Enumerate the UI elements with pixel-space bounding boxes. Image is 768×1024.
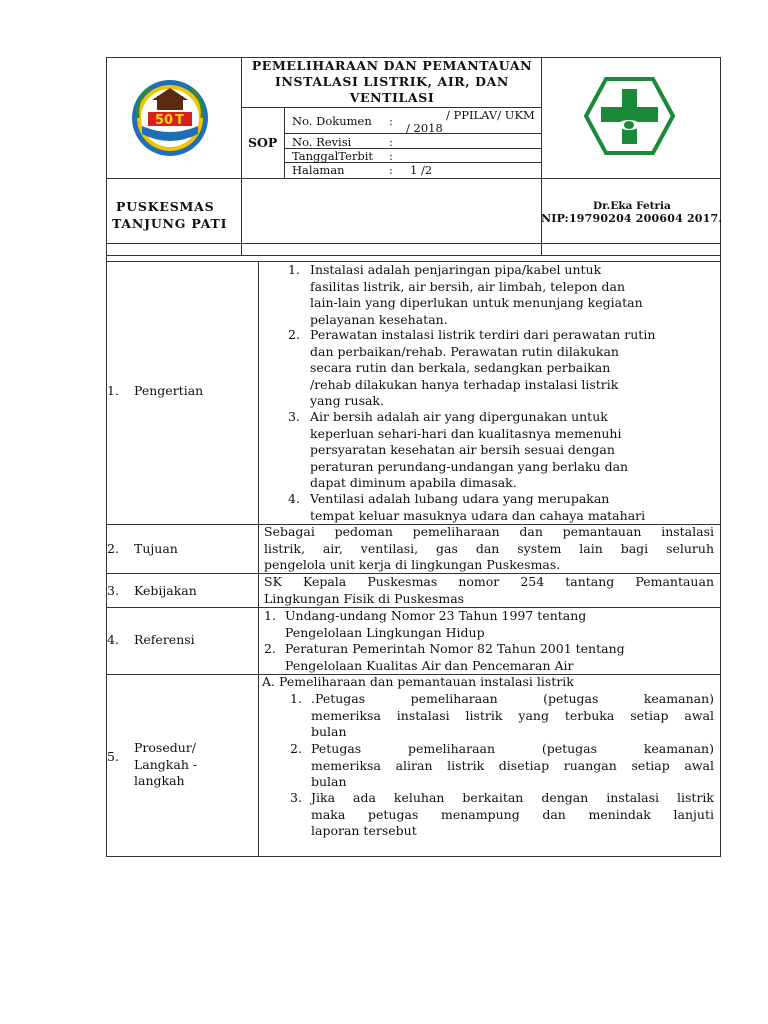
pengertian-item-4 <box>310 491 645 524</box>
section-label-pengertian: Pengertian <box>134 383 204 398</box>
prosedur-item-1-line: bulan <box>311 724 347 739</box>
pengertian-item-3-number: 3. <box>288 409 300 424</box>
halaman-colon: : <box>389 163 393 177</box>
pengertian-item-2 <box>310 327 655 410</box>
border-right <box>720 57 721 857</box>
prosedur-item-1-number: 1. <box>290 691 302 706</box>
pengertian-item-2-line: secara rutin dan berkala, sedangkan perbaikan <box>310 360 611 375</box>
no-dokumen-value-2: / 2018 <box>406 121 443 135</box>
pengertian-item-1-line: fasilitas listrik, air bersih, air limbah, telepon dan <box>310 278 626 294</box>
signer-nip: NIP:19790204 200604 2017. <box>541 212 723 225</box>
section-number-prosedur: 5. <box>107 749 119 764</box>
no-dokumen-colon: : <box>389 114 393 128</box>
pengertian-item-4-line: tempat keluar masuknya udara dan cahaya matahari <box>310 507 646 523</box>
title-line-1: PEMELIHARAAN DAN PEMANTAUAN <box>251 58 533 73</box>
title-line-3: VENTILASI <box>349 90 435 105</box>
puskesmas-name-1: PUSKESMAS <box>116 199 215 214</box>
pengertian-item-3-line: peraturan perundang-undangan yang berlaku dan <box>310 458 629 474</box>
prosedur-item-3-line: Jika ada keluhan berkaitan dengan instalasi listrik <box>311 790 714 805</box>
no-dokumen-value-1: / PPILAV/ UKM <box>446 108 535 122</box>
regency-emblem-icon <box>130 78 210 158</box>
referensi-item-1 <box>285 608 586 641</box>
referensi-item-2 <box>285 641 625 674</box>
sop-divider <box>284 107 285 178</box>
prosedur-label-line: Prosedur/ <box>134 740 196 755</box>
pengertian-item-1-line: pelayanan kesehatan. <box>310 311 448 327</box>
kebijakan-line: Lingkungan Fisik di Puskesmas <box>264 590 465 606</box>
body-divider <box>258 261 259 857</box>
halaman-value: 1 /2 <box>410 163 433 177</box>
tanggal-terbit-label: TanggalTerbit <box>292 149 374 163</box>
no-revisi-colon: : <box>389 135 393 149</box>
prosedur-item-3-number: 3. <box>290 790 302 805</box>
prosedur-item-2-line: memeriksa aliran listrik disetiap ruangan setiap awal <box>311 757 714 773</box>
emblem-number: 50 <box>155 113 174 128</box>
pengertian-item-3-line: dapat diminum apabila dimasak. <box>310 475 517 490</box>
prosedur-item-2 <box>311 741 714 791</box>
prosedur-label-line: Langkah - <box>134 756 198 772</box>
border-bottom <box>106 856 721 857</box>
kebijakan-text <box>264 574 714 607</box>
tujuan-line: Sebagai pedoman pemeliharaan dan pemantauan instalasi <box>264 524 714 539</box>
halaman-label: Halaman <box>292 163 345 177</box>
pengertian-item-2-line: /rehab dilakukan hanya terhadap instalasi listrik <box>310 376 619 392</box>
section-number-kebijakan: 3. <box>107 583 119 598</box>
document-title <box>242 58 542 106</box>
referensi-item-2-number: 2. <box>264 641 276 656</box>
no-revisi-label: No. Revisi <box>292 135 352 149</box>
sop-label: SOP <box>248 135 278 150</box>
prosedur-item-1-line: memeriksa instalasi listrik yang terbuka setiap awal <box>311 707 714 723</box>
header-bottom-line <box>106 243 721 244</box>
pengertian-item-1-line: lain-lain yang diperlukan untuk menunjang kegiatan <box>310 295 643 310</box>
border-left <box>106 57 107 857</box>
section-number-tujuan: 2. <box>107 541 119 556</box>
prosedur-item-1 <box>311 691 714 741</box>
prosedur-heading: A. Pemeliharaan dan pemantauan instalasi listrik <box>262 674 574 689</box>
section-number-pengertian: 1. <box>107 383 119 398</box>
signer-name: Dr.Eka Fetria <box>593 200 671 212</box>
pengertian-item-3-line: persyaratan kesehatan air bersih sesuai dengan <box>310 442 615 457</box>
referensi-item-1-line: Undang-undang Nomor 23 Tahun 1997 tentang <box>285 608 587 623</box>
pengertian-item-1-number: 1. <box>288 262 300 277</box>
prosedur-item-2-line: bulan <box>311 774 347 789</box>
kebijakan-line: SK Kepala Puskesmas nomor 254 tantang Pemantauan <box>264 574 714 589</box>
pengertian-item-1-line: Instalasi adalah penjaringan pipa/kabel untuk <box>310 262 602 277</box>
prosedur-item-3-line: maka petugas menampung dan menindak lanjuti <box>311 806 714 822</box>
referensi-item-1-line: Pengelolaan Lingkungan Hidup <box>285 624 485 640</box>
pengertian-item-3-line: Air bersih adalah air yang dipergunakan untuk <box>310 409 608 424</box>
pengertian-item-4-line: Ventilasi adalah lubang udara yang merupakan <box>310 491 610 506</box>
pengertian-item-3 <box>310 409 628 492</box>
section-label-kebijakan: Kebijakan <box>134 583 197 598</box>
title-line-2: INSTALASI LISTRIK, AIR, DAN <box>275 74 509 89</box>
prosedur-label-line: langkah <box>134 773 185 788</box>
referensi-item-2-line: Pengelolaan Kualitas Air dan Pencemaran Air <box>285 657 574 673</box>
prosedur-item-2-line: Petugas pemeliharaan (petugas keamanan) <box>311 741 714 756</box>
emblem-letter: T <box>175 113 184 128</box>
tujuan-line: pengelola unit kerja di lingkungan Puskesmas. <box>264 557 561 572</box>
tujuan-line: listrik, air, ventilasi, gas dan system lain bagi seluruh <box>264 540 714 556</box>
no-dokumen-label: No. Dokumen <box>292 114 372 128</box>
puskesmas-name-2: TANJUNG PATI <box>112 216 228 231</box>
pengertian-item-2-line: dan perbaikan/rehab. Perawatan rutin dilakukan <box>310 343 619 359</box>
section-label-tujuan: Tujuan <box>134 541 178 556</box>
tanggal-terbit-colon: : <box>389 149 393 163</box>
header-bottom-line-2 <box>106 255 721 256</box>
section-label-referensi: Referensi <box>134 632 195 647</box>
puskesmas-cross-icon <box>584 77 675 156</box>
section-label-prosedur <box>134 740 197 790</box>
pengertian-item-4-number: 4. <box>288 491 300 506</box>
pengertian-item-3-line: keperluan sehari-hari dan kualitasnya memenuhi <box>310 425 622 441</box>
pengertian-item-2-number: 2. <box>288 327 300 342</box>
tujuan-text <box>264 524 714 574</box>
pengertian-item-1 <box>310 262 643 328</box>
prosedur-item-3-line: laporan tersebut <box>311 823 417 838</box>
prosedur-item-2-number: 2. <box>290 741 302 756</box>
section-number-referensi: 4. <box>107 632 119 647</box>
prosedur-item-1-line: .Petugas pemeliharaan (petugas keamanan) <box>311 691 714 706</box>
pengertian-item-2-line: Perawatan instalasi listrik terdiri dari perawatan rutin <box>310 327 656 342</box>
referensi-item-2-line: Peraturan Pemerintah Nomor 82 Tahun 2001 tentang <box>285 641 625 656</box>
prosedur-item-3 <box>311 790 714 840</box>
referensi-item-1-number: 1. <box>264 608 276 623</box>
pengertian-item-2-line: yang rusak. <box>310 393 384 408</box>
